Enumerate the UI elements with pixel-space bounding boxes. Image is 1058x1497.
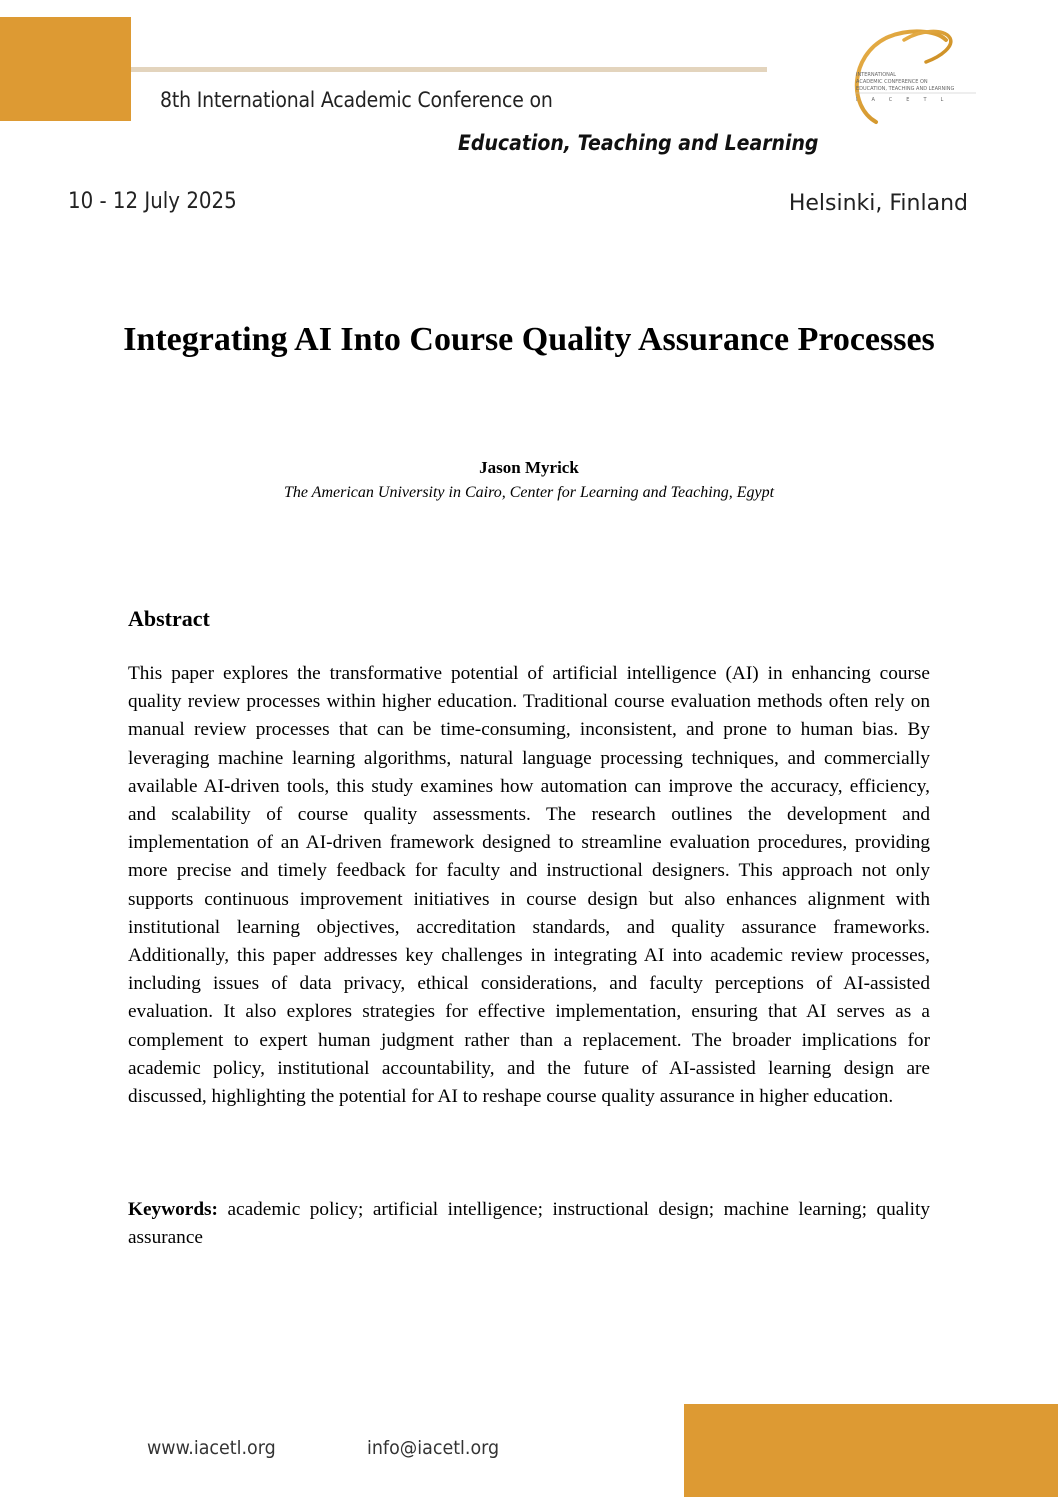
footer-email-link[interactable]: info@iacetl.org: [367, 1437, 500, 1459]
header-accent-block: [0, 17, 131, 121]
svg-text:ACADEMIC CONFERENCE ON: ACADEMIC CONFERENCE ON: [856, 79, 928, 85]
conference-name-line1: 8th International Academic Conference on: [160, 88, 553, 112]
paper-title: Integrating AI Into Course Quality Assurance Processes: [123, 321, 935, 358]
keywords-label: Keywords:: [128, 1199, 218, 1220]
footer-accent-block: [684, 1404, 1058, 1497]
keywords-list: academic policy; artificial intelligence; instructional design; machine learning; quality assurance: [128, 1199, 930, 1249]
conference-dates: 10 - 12 July 2025: [68, 189, 237, 214]
author-name: Jason Myrick: [479, 458, 579, 477]
author-affiliation: The American University in Cairo, Center for Learning and Teaching, Egypt: [283, 484, 775, 501]
svg-text:INTERNATIONAL: INTERNATIONAL: [856, 72, 897, 78]
keywords: [128, 1196, 930, 1252]
footer-website-link[interactable]: www.iacetl.org: [147, 1437, 276, 1459]
header-divider: [131, 67, 767, 72]
conference-name-line2: Education, Teaching and Learning: [458, 131, 819, 155]
svg-text:EDUCATION, TEACHING AND LEARNI: EDUCATION, TEACHING AND LEARNING: [856, 86, 955, 92]
conference-location: Helsinki, Finland: [788, 191, 968, 216]
iacetl-logo-icon: [846, 26, 981, 128]
abstract-heading: Abstract: [128, 606, 210, 631]
svg-text:IACETL: IACETL: [856, 97, 958, 103]
abstract-text: This paper explores the transformative potential of artificial intelligence (AI) in enhancing course quality review processes within higher education. Traditional course evaluation methods often rely on manual review processes that can be time-consuming, inconsistent, and prone to human bias. By leveraging machine learning algorithms, natural language processing techniques, and commercially available AI-driven tools, this study examines how automation can improve the accuracy, efficiency, and scalability of course quality assessments. The research outlines the development and implementation of an AI-driven framework designed to streamline evaluation procedures, providing more precise and timely feedback for faculty and instructional designers. This approach not only supports continuous improvement initiatives in course design but also enhances alignment with institutional learning objectives, accreditation standards, and quality assurance frameworks. Additionally, this paper addresses key challenges in integrating AI into academic review processes, including issues of data privacy, ethical considerations, and faculty perceptions of AI-assisted evaluation. It also explores strategies for effective implementation, ensuring that AI serves as a complement to expert human judgment rather than a replacement. The broader implications for academic policy, institutional accountability, and the future of AI-assisted learning design are discussed, highlighting the potential for AI to reshape course quality assurance in higher education.: [128, 663, 930, 1108]
